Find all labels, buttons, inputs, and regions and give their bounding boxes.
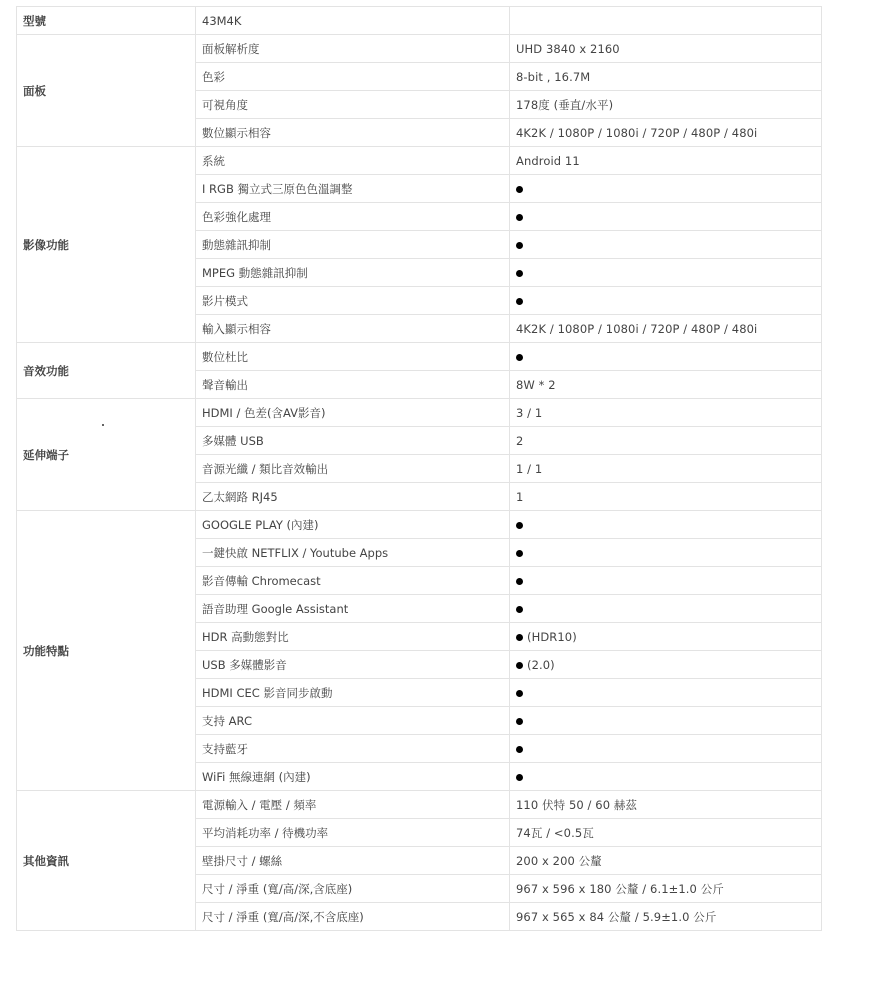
supported-dot-icon <box>516 186 523 193</box>
spec-item-label: 數位杜比 <box>196 343 510 371</box>
spec-item-label: WiFi 無線連網 (內建) <box>196 763 510 791</box>
spec-value-text: UHD 3840 x 2160 <box>516 41 620 56</box>
spec-item-label: 色彩 <box>196 63 510 91</box>
spec-item-label: 動態雜訊抑制 <box>196 231 510 259</box>
spec-value-cell <box>510 399 822 427</box>
spec-item-label: 音源光纖 / 類比音效輸出 <box>196 455 510 483</box>
spec-value-cell <box>510 287 822 315</box>
supported-dot-icon <box>516 298 523 305</box>
category-label: 影像功能 <box>17 147 196 343</box>
spec-value-cell <box>510 567 822 595</box>
spec-value-cell <box>510 63 822 91</box>
spec-item-label: 乙太網路 RJ45 <box>196 483 510 511</box>
spec-value-cell <box>510 539 822 567</box>
spec-value-cell <box>510 875 822 903</box>
supported-dot-icon <box>516 522 523 529</box>
spec-value-cell <box>510 315 822 343</box>
spec-item-label: MPEG 動態雜訊抑制 <box>196 259 510 287</box>
spec-item-label: 影音傳輸 Chromecast <box>196 567 510 595</box>
spec-item-label: 電源輸入 / 電壓 / 頻率 <box>196 791 510 819</box>
stray-dot <box>102 424 104 426</box>
spec-item-label: GOOGLE PLAY (內建) <box>196 511 510 539</box>
category-label: 功能特點 <box>17 511 196 791</box>
spec-value-cell <box>510 763 822 791</box>
spec-value-text: 1 / 1 <box>516 461 543 476</box>
spec-item-label: 平均消耗功率 / 待機功率 <box>196 819 510 847</box>
spec-value-cell <box>510 259 822 287</box>
spec-value-text: 3 / 1 <box>516 405 543 420</box>
spec-value-cell <box>510 679 822 707</box>
spec-value-text: 8W * 2 <box>516 377 556 392</box>
spec-value-text: 4K2K / 1080P / 1080i / 720P / 480P / 480i <box>516 125 758 140</box>
supported-dot-icon <box>516 550 523 557</box>
category-label: 音效功能 <box>17 343 196 399</box>
spec-row <box>17 343 822 371</box>
spec-table <box>16 6 822 931</box>
supported-dot-icon <box>516 690 523 697</box>
spec-value-text: 178度 (垂直/水平) <box>516 97 614 112</box>
spec-item-label: 語音助理 Google Assistant <box>196 595 510 623</box>
spec-item-label: 多媒體 USB <box>196 427 510 455</box>
spec-item-label: 系統 <box>196 147 510 175</box>
spec-item-label: 壁掛尺寸 / 螺絲 <box>196 847 510 875</box>
spec-item-label: 輸入顯示相容 <box>196 315 510 343</box>
spec-item-label: 聲音輸出 <box>196 371 510 399</box>
spec-item-label: 尺寸 / 淨重 (寬/高/深,含底座) <box>196 875 510 903</box>
spec-value-cell <box>510 595 822 623</box>
spec-value-text: 74瓦 / <0.5瓦 <box>516 825 594 840</box>
model-label: 型號 <box>17 7 196 35</box>
spec-value-cell <box>510 511 822 539</box>
supported-dot-icon <box>516 214 523 221</box>
spec-item-label: 一鍵快啟 NETFLIX / Youtube Apps <box>196 539 510 567</box>
supported-dot-icon <box>516 746 523 753</box>
spec-item-label: 可視角度 <box>196 91 510 119</box>
supported-dot-icon <box>516 578 523 585</box>
spec-value-cell <box>510 819 822 847</box>
spec-value-cell <box>510 735 822 763</box>
supported-dot-icon <box>516 774 523 781</box>
spec-value-text: 110 伏特 50 / 60 赫茲 <box>516 797 638 812</box>
spec-value-text: (2.0) <box>527 657 555 672</box>
spec-row <box>17 511 822 539</box>
supported-dot-icon <box>516 270 523 277</box>
spec-value-cell <box>510 791 822 819</box>
spec-value-cell <box>510 707 822 735</box>
spec-value-cell <box>510 147 822 175</box>
spec-value-cell <box>510 343 822 371</box>
spec-item-label: 影片模式 <box>196 287 510 315</box>
supported-dot-icon <box>516 718 523 725</box>
spec-value-text: 8-bit , 16.7M <box>516 69 591 84</box>
spec-value-cell <box>510 903 822 931</box>
supported-dot-icon <box>516 606 523 613</box>
spec-item-label: HDMI CEC 影音同步啟動 <box>196 679 510 707</box>
supported-dot-icon <box>516 634 523 641</box>
spec-value-cell <box>510 623 822 651</box>
spec-value-cell <box>510 175 822 203</box>
spec-item-label: 面板解析度 <box>196 35 510 63</box>
spec-item-label: USB 多媒體影音 <box>196 651 510 679</box>
category-label: 面板 <box>17 35 196 147</box>
spec-row <box>17 35 822 63</box>
spec-value-text: Android 11 <box>516 153 580 168</box>
supported-dot-icon <box>516 242 523 249</box>
spec-item-label: 數位顯示相容 <box>196 119 510 147</box>
spec-value-text: 967 x 596 x 180 公釐 / 6.1±1.0 公斤 <box>516 881 724 896</box>
spec-value-text: 200 x 200 公釐 <box>516 853 602 868</box>
model-row <box>17 7 822 35</box>
model-value: 43M4K <box>196 7 510 35</box>
spec-item-label: HDR 高動態對比 <box>196 623 510 651</box>
spec-value-cell <box>510 203 822 231</box>
supported-dot-icon <box>516 662 523 669</box>
spec-value-cell <box>510 231 822 259</box>
spec-value-cell <box>510 427 822 455</box>
spec-item-label: 尺寸 / 淨重 (寬/高/深,不含底座) <box>196 903 510 931</box>
spec-value-cell <box>510 119 822 147</box>
spec-value-text: 2 <box>516 433 524 448</box>
spec-item-label: HDMI / 色差(含AV影音) <box>196 399 510 427</box>
model-empty-cell <box>510 7 822 35</box>
spec-value-cell <box>510 651 822 679</box>
spec-table-body <box>17 7 822 931</box>
spec-item-label: 色彩強化處理 <box>196 203 510 231</box>
category-label: 延伸端子 <box>17 399 196 511</box>
spec-value-cell <box>510 35 822 63</box>
spec-item-label: I RGB 獨立式三原色色溫調整 <box>196 175 510 203</box>
spec-value-text: (HDR10) <box>527 629 577 644</box>
spec-value-cell <box>510 455 822 483</box>
spec-value-cell <box>510 847 822 875</box>
spec-value-text: 4K2K / 1080P / 1080i / 720P / 480P / 480i <box>516 321 758 336</box>
spec-row <box>17 399 822 427</box>
spec-row <box>17 791 822 819</box>
category-label: 其他資訊 <box>17 791 196 931</box>
spec-item-label: 支持藍牙 <box>196 735 510 763</box>
spec-row <box>17 147 822 175</box>
spec-value-cell <box>510 91 822 119</box>
spec-value-cell <box>510 371 822 399</box>
spec-item-label: 支持 ARC <box>196 707 510 735</box>
spec-value-text: 967 x 565 x 84 公釐 / 5.9±1.0 公斤 <box>516 909 717 924</box>
spec-value-cell <box>510 483 822 511</box>
supported-dot-icon <box>516 354 523 361</box>
spec-value-text: 1 <box>516 489 524 504</box>
